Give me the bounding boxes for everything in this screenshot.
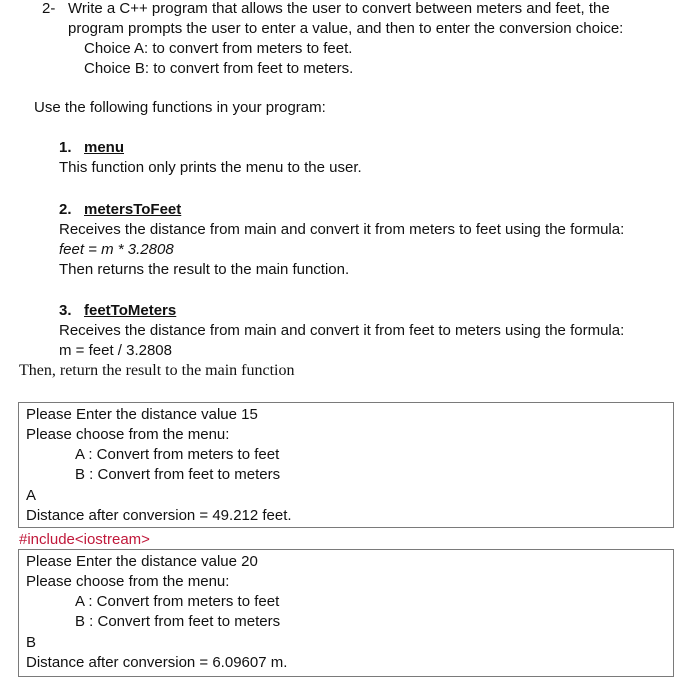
include-line: #include<iostream> [19,531,150,548]
function-1-name: menu [84,139,125,156]
function-3-number: 3. [59,302,72,319]
choice-a-text: Choice A: to convert from meters to feet. [84,40,353,57]
function-2-number: 2. [59,201,72,218]
function-1-number: 1. [59,139,72,156]
function-2-description: Receives the distance from main and convert it from meters to feet using the formula: [59,221,625,238]
question-line-1: Write a C++ program that allows the user to convert between meters and feet, the [68,0,610,17]
sample1-option-a: A : Convert from meters to feet [75,446,280,463]
question-number: 2- [42,0,56,17]
question-line-2: program prompts the user to enter a value, and then to enter the conversion choice: [68,20,624,37]
sample1-result: Distance after conversion = 49.212 feet. [26,507,292,524]
functions-intro: Use the following functions in your program: [34,99,326,116]
function-1-description: This function only prints the menu to the user. [59,159,362,176]
function-3-note: Then, return the result to the main function [19,362,295,379]
sample2-option-b: B : Convert from feet to meters [75,613,281,630]
function-3-name: feetToMeters [84,302,177,319]
function-2-note: Then returns the result to the main function. [59,261,350,278]
function-3-formula: m = feet / 3.2808 [59,342,172,359]
sample1-prompt-menu: Please choose from the menu: [26,426,230,443]
sample1-prompt-value: Please Enter the distance value 15 [26,406,258,423]
sample1-input: A [26,487,37,504]
sample2-prompt-menu: Please choose from the menu: [26,573,230,590]
function-2-formula: feet = m * 3.2808 [59,241,174,258]
choice-b-text: Choice B: to convert from feet to meters. [84,60,354,77]
function-3-description: Receives the distance from main and convert it from feet to meters using the formula: [59,322,625,339]
sample2-option-a: A : Convert from meters to feet [75,593,280,610]
sample1-option-b: B : Convert from feet to meters [75,466,281,483]
function-2-name: metersToFeet [84,201,182,218]
sample2-prompt-value: Please Enter the distance value 20 [26,553,258,570]
sample2-result: Distance after conversion = 6.09607 m. [26,654,288,671]
sample2-input: B [26,634,37,651]
